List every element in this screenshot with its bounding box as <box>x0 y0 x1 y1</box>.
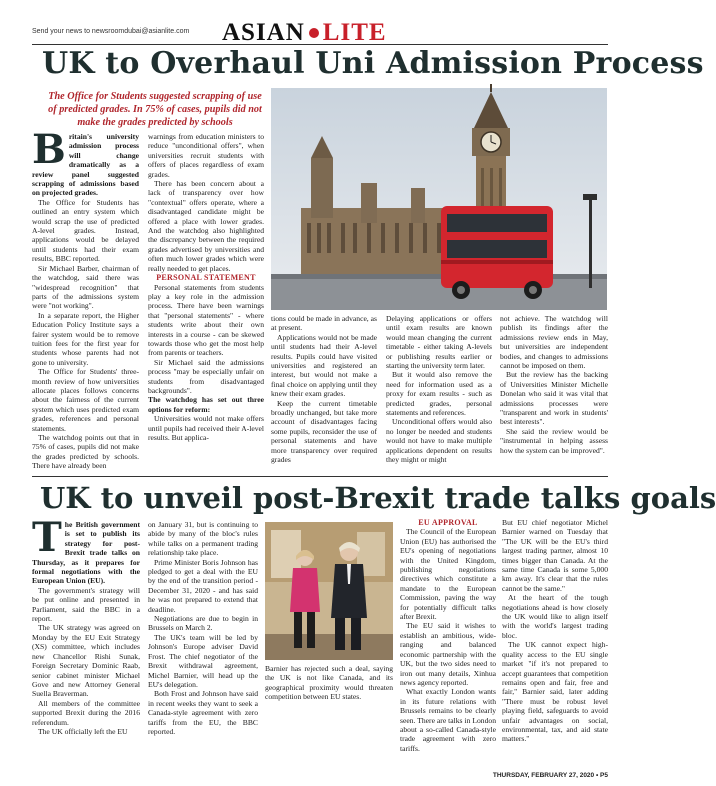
article1-paragraph: warnings from education ministers to reduce "unconditional offers", when universities recruit students with offers of places regardless of exam grades. <box>148 132 264 179</box>
article1-lead: ritain's university admission process will change dramatically as a review panel suggested scrapping of admissions based on projected grades. <box>32 132 139 198</box>
article2-paragraph: What exactly London wants in its future relations with Brussels remains to be clearly seen. There are talks in London about a so-called Canada-style trade agreement with zero tariffs. <box>400 687 496 753</box>
page-dateline: THURSDAY, FEBRUARY 27, 2020 • P5 <box>492 772 608 779</box>
article1-paragraph: Applications would not be made until students had their A-level results. Pupils could have visited universities and registered an interest, but would not make a final choice on applying until they knew their exam grades. <box>271 332 377 399</box>
article1-deck: The Office for Students suggested scrapping of use of predicted grades. In 75% of cases, pupils did not make the grades predicted by schools <box>48 91 262 128</box>
article1-paragraph: Delaying applications or offers until exam results are known would mean changing the current timetable - either taking A-levels or publishing results earlier or starting the university term later. <box>386 314 492 371</box>
article1-paragraph: tions could be made in advance, as at present. <box>271 314 377 333</box>
article1-column-2 <box>148 132 264 442</box>
article2-paragraph: on January 31, but is continuing to abide by many of the bloc's rules while talks on a permanent trading relationship take place. <box>148 520 258 558</box>
article1-paragraph: Universities would not make offers until pupils had received their A-level results. But applica- <box>148 414 264 442</box>
masthead <box>32 19 608 46</box>
article2-paragraph: The government's strategy will be put online and presented in Parliament, said the BBC in a report. <box>32 585 140 624</box>
article2-paragraph: But EU chief negotiator Michel Barnier warned on Tuesday that "The UK will be the EU's third largest trading partner, almost 10 times bigger than Canada. At the same time Canada is some 5,000 km away. It's clear that the rules cannot be the same." <box>502 518 608 593</box>
article2-paragraph: At the heart of the tough negotiations ahead is how closely the UK would like to align itself with the world's largest trading bloc. <box>502 593 608 640</box>
article1-headline: UK to Overhaul Uni Admission Process <box>42 46 704 81</box>
big-ben-bus-photo <box>271 88 607 310</box>
article2-paragraph: All members of the committee supported Brexit during the 2016 referendum. <box>32 698 140 727</box>
article1-dropcap: B <box>32 126 66 173</box>
article2-lead: he British government is set to publish its strategy for post-Brexit trade talks on Thursday, as it prepares for formal negotiations with the European Union (EU). <box>32 520 140 586</box>
reform-options-lead: The watchdog has set out three options for reform: <box>148 395 264 414</box>
article1-paragraph: There has been concern about a lack of transparency over how "contextual" offers operate, where a disadvantaged candidate might be offered a place with lower grades. And the watchdog also highlighted the discrepancy between the required grades advertised by universities and often much lower grades which were really needed to get places. <box>148 179 264 273</box>
article2-column-1 <box>32 514 140 736</box>
article1-paragraph: The Office for Students' three-month review of how universities allocate places follows concerns about the fairness of the current system which uses predicted exam grades, references and personal statements. <box>32 367 139 433</box>
article2-paragraph: Both Frost and Johnson have said in recent weeks they want to seek a Canada-style agreement with zero tariffs from the EU, the BBC reported. <box>148 689 258 736</box>
article2-headline: UK to unveil post-Brexit trade talks goals <box>40 481 716 515</box>
article2-paragraph: The Council of the European Union (EU) has authorised the EU's opening of negotiations with the United Kingdom, publishing negotiations directives which constitute a mandate to the European Commission, paving the way for potentially difficult talks after Brexit. <box>400 527 496 622</box>
article2-paragraph: The UK strategy was agreed on Monday by the EU Exit Strategy (XS) committee, which includes new Chancellor Rishi Sunak, Foreign Secretary Dominic Raab, senior cabinet minister Michael Gove and new Attorney General Suella Braverman. <box>32 623 140 699</box>
personal-statement-subhead: PERSONAL STATEMENT <box>156 273 256 283</box>
logo-word-asian: ASIAN <box>222 19 305 46</box>
logo-dot-icon <box>309 28 319 38</box>
article1-column-1 <box>32 126 139 471</box>
article2-column-5 <box>502 518 608 744</box>
article2-column-2 <box>148 520 258 736</box>
article1-paragraph: not achieve. The watchdog will publish its findings after the admissions review ends in May, but universities are independent bodies, and changes to admissions cannot be imposed on them. <box>500 314 608 371</box>
article2-paragraph: The UK's team will be led by Johnson's Europe adviser David Frost. The chief negotiator of the Brexit withdrawal agreement, Michel Barnier, will head up the EU's delegation. <box>148 632 258 689</box>
article2-dropcap: T <box>32 514 62 561</box>
article2-paragraph: Negotiations are due to begin in Brussels on March 2. <box>148 614 258 633</box>
article1-paragraph: Personal statements from students play a key role in the admission process. There have been warnings that "personal statements" - where students write about their own interests in a course - can be skewed towards those who get the most help from parents or teachers. <box>148 282 264 358</box>
eu-approval-subhead: EU APPROVAL <box>418 518 478 527</box>
article1-paragraph: Sir Michael Barber, chairman of the watchdog, said there was "widespread recognition" that parts of the admissions system were "not working". <box>32 263 139 311</box>
article2-paragraph: The UK cannot expect high-quality access to the EU single market "if it's not prepared to accept guarantees that competition remains open and fair, free and fair," Barnier said, later adding "There must be robust level playing field, safeguards to avoid unfair advantages on social, environmental, tax, and aid state matters." <box>502 640 608 744</box>
article1-paragraph: The watchdog points out that in 75% of cases, pupils did not make the grades predicted by schools. There have already been <box>32 433 139 471</box>
article1-paragraph: Sir Michael said the admissions process "may be especially unfair on students from disadvantaged backgrounds". <box>148 357 264 395</box>
article2-column-4 <box>400 518 496 753</box>
article2-paragraph: Prime Minister Boris Johnson has pledged to get a deal with the EU by the end of the transition period - December 31, 2020 - and has said he was not prepared to extend that deadline. <box>148 557 258 614</box>
article1-paragraph: Keep the current timetable broadly unchanged, but take more account of disadvantages facing some pupils, reconsider the use of personal statements and have more transparency over required grades <box>271 398 377 465</box>
article1-column-5 <box>500 314 608 455</box>
article1-paragraph: She said the review would be "instrumental in helping assess how the system can be improved". <box>500 426 608 455</box>
article1-column-4 <box>386 314 492 465</box>
article2-paragraph: The EU said it wishes to establish an ambitious, wide-ranging and balanced economic partnership with the UK, but the two sides need to iron out many details, Xinhua news agency reported. <box>400 621 496 687</box>
logo-word-lite: LITE <box>322 19 387 46</box>
section-divider <box>32 476 608 477</box>
article1-paragraph: But the review has the backing of Universities Minister Michelle Donelan who said it was vital that admissions processes were "transparent and work in students' best interests". <box>500 370 608 427</box>
article2-column-3 <box>265 664 393 702</box>
article1-paragraph: But it would also remove the need for information used as a proxy for exam results - such as predicted grades, personal statements and references. <box>386 370 492 418</box>
article1-column-3 <box>271 314 377 465</box>
masthead-rule <box>32 44 608 45</box>
von-der-leyen-johnson-photo <box>265 522 393 660</box>
article1-paragraph: Unconditional offers would also no longer be needed and students would not have to make multiple applications dependent on results they might or might <box>386 417 492 465</box>
article1-paragraph: The Office for Students has outlined an entry system which would scrap the use of predicted A-level grades. Instead, applications would be delayed until students had their exam results, BBC reported. <box>32 197 139 264</box>
article2-paragraph: Barnier has rejected such a deal, saying the UK is not like Canada, and its geographical proximity would threaten competition between EU states. <box>265 664 393 702</box>
article2-paragraph: The UK officially left the EU <box>38 726 128 736</box>
send-news-line: Send your news to newsroomdubai@asianlite.com <box>32 28 190 35</box>
article1-paragraph: In a separate report, the Higher Education Policy Institute says a fairer system would be to remove tuition fees for the first year for students whose parents had not gone to university. <box>32 310 139 367</box>
